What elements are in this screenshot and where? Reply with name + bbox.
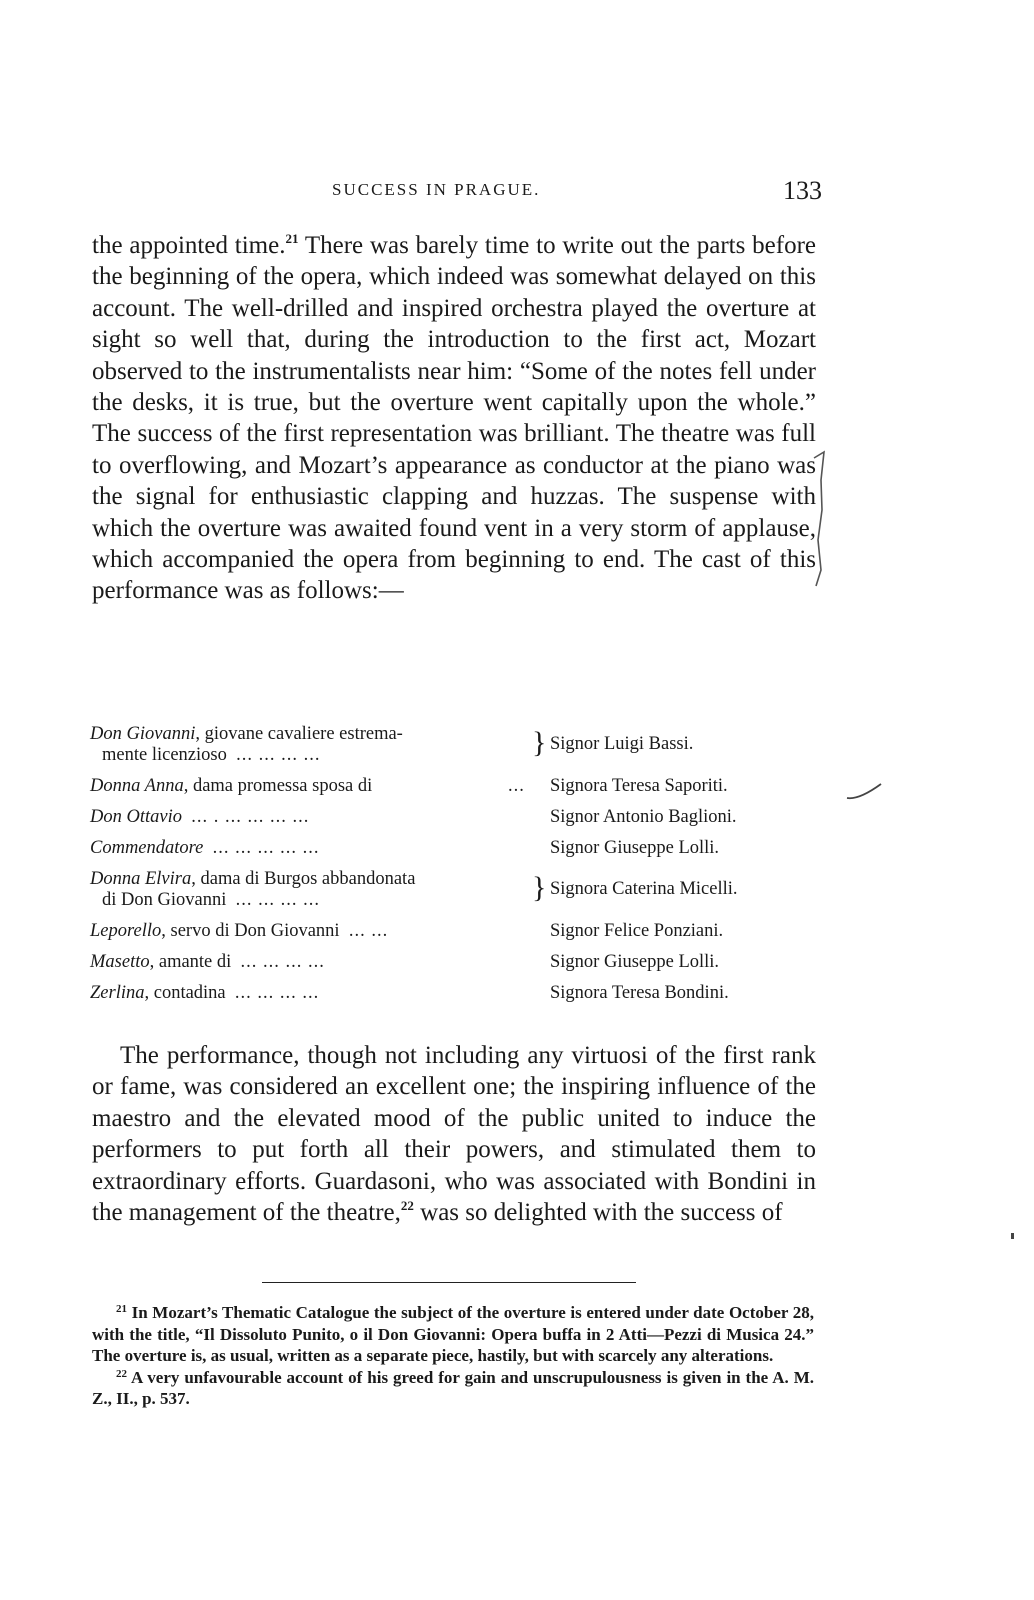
running-head [92,178,822,212]
role-name: Donna Anna [90,776,184,796]
role-description: , servo di Don Giovanni [161,921,340,941]
leader-dots: ... ... ... ... [234,983,320,1003]
role-name: Leporello [90,921,162,941]
singer-name: Signora Teresa Saporiti. [550,776,728,796]
paragraph-1-text-a: the appointed time. [92,232,286,259]
cast-row [90,921,820,952]
running-title: SUCCESS IN PRAGUE. [332,180,541,199]
cast-list [90,724,820,1014]
role-description-continued: di Don Giovanni [102,890,227,910]
leader-dots: ... ... ... ... [240,952,325,972]
singer-name: Signor Antonio Baglioni. [550,807,737,827]
role-name: Zerlina [90,983,145,1003]
singer-name: Signor Giuseppe Lolli. [550,838,720,858]
footnote-text: A very unfavourable account of his greed for gain and unscrupulousness is given in the A. M. Z., II., p. 537. [92,1367,814,1408]
footnote-divider [262,1282,636,1283]
footnote-ref-21[interactable]: 21 [285,231,299,246]
page-number: 133 [783,176,822,205]
role-name: Don Ottavio [90,807,182,827]
cast-row [90,869,820,921]
margin-pencil-tick [845,780,885,804]
role-name: Commendatore [90,838,204,858]
role-name: Don Giovanni [90,724,196,744]
paragraph-1 [92,230,816,607]
paragraph-2-text-b: was so delighted with the success of [413,1199,783,1227]
footnote-number: 22 [116,1367,127,1380]
footnote-21 [92,1302,814,1367]
paragraph-2-text-a: The performance, though not including any virtuosi of the first rank or fame, was considered an excellent one; the inspiring influence of the maestro and the elevated mood of the public united to induce the performers to put forth all their powers, and stimulated them to extraordinary efforts. Guardasoni, who was associated with Bondini in the management of the theatre, [92,1042,816,1227]
margin-dot [1010,1232,1016,1242]
footnote-22 [92,1367,814,1410]
footnote-number: 21 [116,1303,127,1315]
singer-name: Signora Caterina Micelli. [550,879,738,899]
singer-name: Signor Luigi Bassi. [550,734,694,754]
role-description: , contadina [144,983,226,1003]
leader-dots: ... ... [348,921,389,941]
singer-name: Signor Giuseppe Lolli. [550,952,720,972]
leader-dots: ... [508,776,525,796]
cast-row [90,776,820,807]
margin-pencil-bracket [812,450,828,590]
footnote-text: In Mozart’s Thematic Catalogue the subject of the overture is entered under date October 28, with the title, “Il Dissoluto Punito, o il Don Giovanni: Opera buffa in 2 Atti—Pezzi di Musica 24.” The overture is, as usual, written as a separate piece, hastily, but with scarcely any alterations. [92,1303,814,1365]
footnotes [92,1302,814,1410]
role-name: Donna Elvira [90,869,192,889]
cast-row [90,838,820,869]
role-description: , amante di [149,952,232,972]
role-name: Masetto [90,952,150,972]
singer-name: Signora Teresa Bondini. [550,983,729,1003]
leader-dots: ... ... ... ... ... [212,838,320,858]
brace: } [532,871,547,904]
paragraph-1-text-b: There was barely time to write out the parts before the beginning of the opera, which indeed was somewhat delayed on this account. The well-drilled and inspired orchestra played the overture at sight so well that, during the introduction to the first act, Mozart observed to the instrumentalists near him: “Some of the notes fell under the desks, it is true, but the overture went capitally upon the whole.” The success of the first representation was brilliant. The theatre was full to overflowing, and Mozart’s appearance as conductor at the piano was the signal for enthusiastic clapping and huzzas. The suspense with which the overture was awaited found vent in a very storm of applause, which accompanied the opera from beginning to end. The cast of this performance was as follows:— [92,232,816,605]
role-description: , giovane cavaliere estrema- [195,724,403,744]
brace: } [532,726,547,759]
paragraph-2 [92,1040,816,1228]
cast-row [90,983,820,1014]
leader-dots: ... ... ... ... [236,745,321,765]
leader-dots: ... . ... ... ... ... [191,807,310,827]
cast-row [90,952,820,983]
cast-row [90,807,820,838]
footnote-ref-22[interactable]: 22 [400,1198,414,1214]
role-description: , dama di Burgos abbandonata [191,869,416,889]
role-description: , dama promessa sposa di [183,776,373,796]
cast-row [90,724,820,776]
leader-dots: ... ... ... ... [235,890,320,910]
singer-name: Signor Felice Ponziani. [550,921,724,941]
role-description-continued: mente licenzioso [102,745,227,765]
